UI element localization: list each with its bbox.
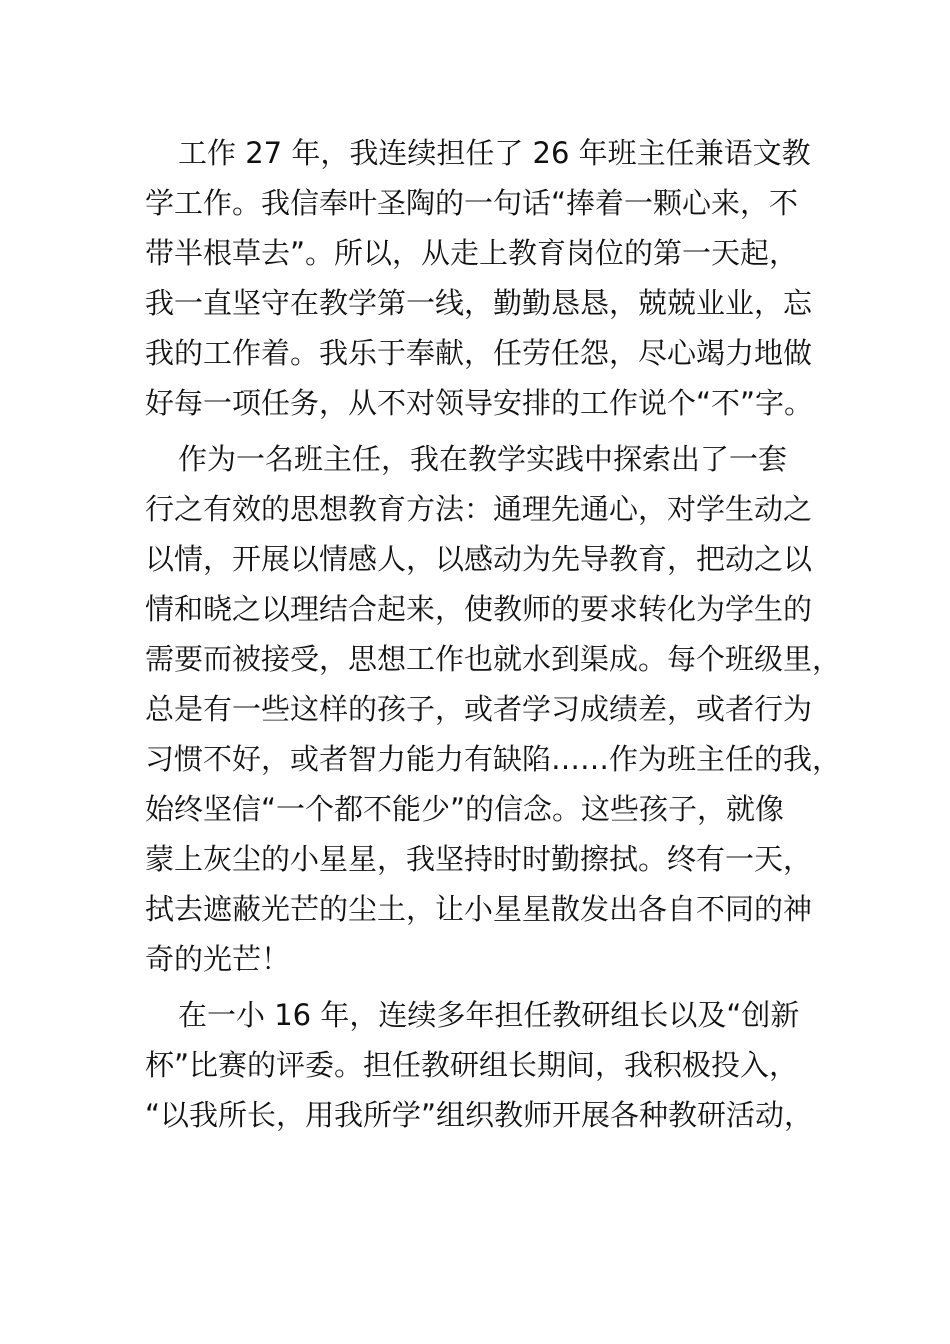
text-line: 习惯不好，或者智力能力有缺陷……作为班主任的我， [145,742,842,776]
text-line: 始终坚信“一个都不能少”的信念。这些孩子，就像 [145,792,785,826]
text-line: 需要而被接受，思想工作也就水到渠成。每个班级里， [145,642,842,676]
text-line: 情和晓之以理结合起来，使教师的要求转化为学生的 [145,592,813,626]
text-line: 我一直坚守在教学第一线，勤勤恳恳，兢兢业业，忘 [145,286,813,320]
text-line: “以我所长，用我所学”组织教师开展各种教研活动， [145,1098,814,1132]
paragraph-3 [145,990,815,1140]
text-line: 带半根草去”。所以，从走上教育岗位的第一天起， [145,236,799,270]
paragraph-2 [145,434,842,984]
text-line: 总是有一些这样的孩子，或者学习成绩差，或者行为 [145,692,813,726]
text-line: 作为一名班主任，我在教学实践中探索出了一套 [178,442,788,476]
text-line: 以情，开展以情感人，以感动为先导教育，把动之以 [145,542,813,576]
document-body [145,128,842,1146]
text-line: 工作 27 年，我连续担任了 26 年班主任兼语文教 [178,136,811,170]
text-line: 在一小 16 年，连续多年担任教研组长以及“创新 [178,998,800,1032]
text-line: 奇的光芒！ [145,942,291,976]
text-line: 拭去遮蔽光芒的尘土，让小星星散发出各自不同的神 [145,892,813,926]
text-line: 行之有效的思想教育方法：通理先通心，对学生动之 [145,492,813,526]
text-line: 我的工作着。我乐于奉献，任劳任怨，尽心竭力地做 [145,336,813,370]
text-line: 蒙上灰尘的小星星，我坚持时时勤擦拭。终有一天， [145,842,813,876]
text-line: 杯”比赛的评委。担任教研组长期间，我积极投入， [145,1048,799,1082]
paragraph-1 [145,128,815,428]
text-line: 学工作。我信奉叶圣陶的一句话“捧着一颗心来，不 [145,186,799,220]
text-line: 好每一项任务，从不对领导安排的工作说个“不”字。 [145,386,814,420]
